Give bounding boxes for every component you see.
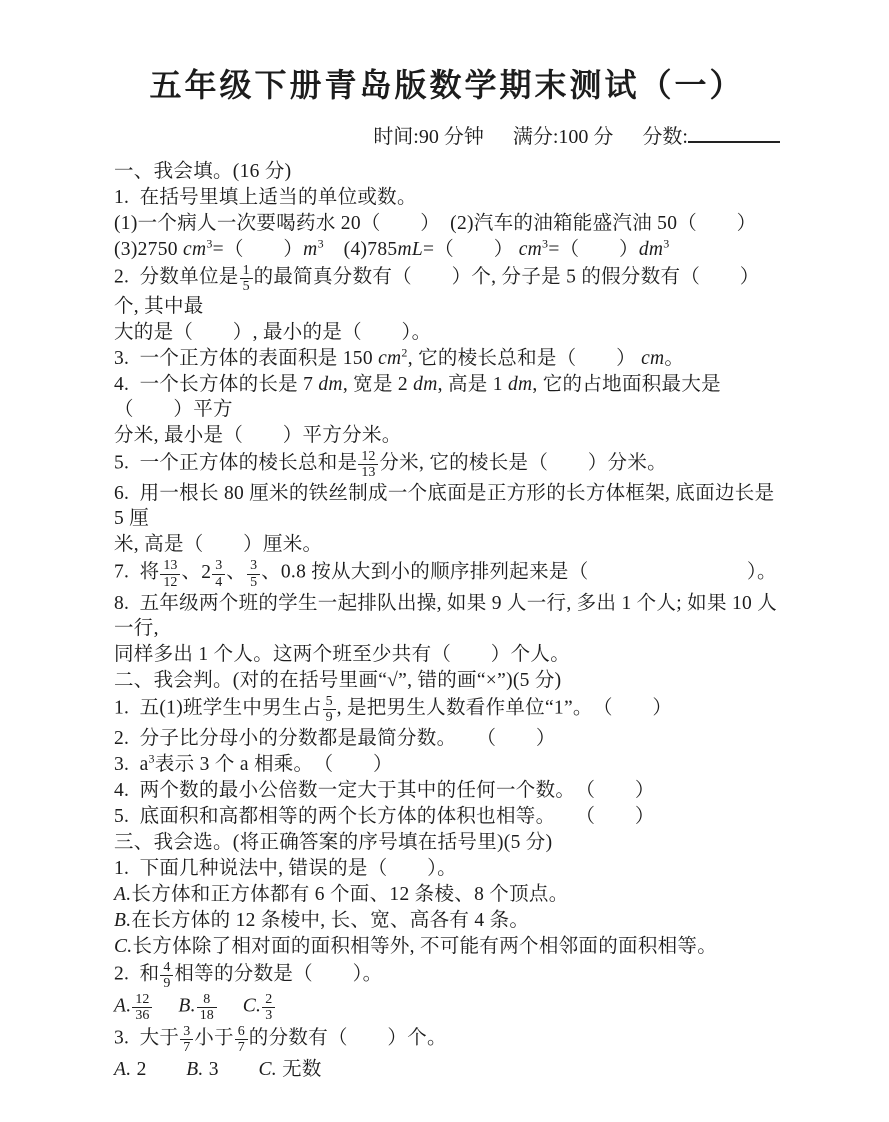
text-run: 一、我会填。(16 分) [114,161,292,182]
text-run: 1. 五(1)班学生中男生占 [114,697,322,719]
fraction: $\frac{12}{36}$ [132,992,152,1023]
text-run: 相等的分数是（ ）。 [174,963,383,985]
fill-q6-line2 [114,532,780,557]
fraction: $\frac{5}{9}$ [323,694,336,725]
text-run: 二、我会判。(对的在括号里画“√”, 错的画“×”)(5 分) [114,669,562,691]
fill-q1-sub-3-4 [114,237,780,262]
superscript: 3 [317,236,324,251]
fill-q8-line1 [114,591,780,641]
text-run: 分米, 最小是（ ）平方分米。 [114,425,402,447]
text-run: 三、我会选。(将正确答案的序号填在括号里)(5 分) [114,831,553,853]
section-3-heading [114,830,780,855]
italic-run: dm [638,239,664,260]
text-run: 1. 下面几种说法中, 错误的是（ ）。 [114,857,457,879]
superscript: 3 [663,236,670,251]
text-run: =（ ） [423,239,519,260]
text-run: 、 [226,561,247,583]
fraction: $\frac{13}{12}$ [160,558,180,589]
italic-run: cm [378,348,402,370]
text-run: 2. 分数单位是 [114,266,239,288]
fill-q8-line2 [114,642,780,667]
italic-run: A. [114,1058,132,1080]
choice-q1-option-b [114,908,780,933]
italic-run: C. [258,1058,277,1080]
text-run: 分米, 它的棱长是（ ）分米。 [379,452,667,474]
fraction: $\frac{4}{9}$ [160,960,173,991]
choice-q1-option-c [114,934,780,959]
italic-run: dm [413,374,438,396]
choice-q3 [114,1024,780,1055]
text-run: (3)2750 [114,239,184,260]
text-run: 4. 两个数的最小公倍数一定大于其中的任何一个数。 （ ） [114,779,655,801]
text-run: =（ ） [212,239,304,260]
italic-run: B. [186,1058,204,1080]
italic-run: C. [114,935,133,957]
text-run: 3. a [114,753,149,775]
superscript: 3 [206,236,213,251]
text-run [218,996,243,1017]
full-score-label: 满分:100 分 [512,126,614,148]
fill-q5 [114,449,780,480]
text-run: 5. 底面积和高都相等的两个长方体的体积也相等。 （ ） [114,805,655,827]
section-1-heading [114,159,780,184]
text-run: 长方体和正方体都有 6 个面、12 条棱、8 个顶点。 [131,883,569,905]
italic-run: mL [397,239,423,260]
judge-q1 [114,694,780,725]
paper-meta [114,122,780,150]
text-run: 1. 在括号里填上适当的单位或数。 [114,187,417,208]
text-run: 4. 一个长方体的长是 7 [114,374,319,396]
italic-run: B. [114,909,132,931]
text-run: , 高是 1 [437,374,508,396]
fill-q3 [114,346,780,371]
fill-q2-line1 [114,263,780,319]
text-run: 3 [203,1058,259,1080]
italic-run: m [303,239,318,260]
text-run: 、 [181,561,202,583]
text-run: (1)一个病人一次要喝药水 20（ ） (2)汽车的油箱能盛汽油 50（ ） [114,213,757,234]
italic-run: dm [507,374,533,396]
mixed-number [201,558,226,590]
fill-q7 [114,558,780,589]
choice-q1 [114,856,780,881]
italic-run: A. [114,883,132,905]
text-run: 2 [131,1058,187,1080]
text-run: 米, 高是（ ）厘米。 [114,534,323,556]
test-paper [114,56,780,1083]
fill-q4-line1 [114,372,780,422]
fill-q1 [114,185,780,210]
text-run: 。 [664,348,685,370]
fill-q4-line2 [114,423,780,448]
fill-q1-sub-1-2 [114,211,780,236]
text-run: (4)785 [323,239,398,260]
judge-q2 [114,726,780,751]
italic-run: cm [641,348,665,370]
text-run: , 它的棱长总和是（ ） [407,348,642,370]
fraction: $\frac{1}{5}$ [240,263,253,294]
fraction: $\frac{8}{18}$ [197,992,217,1023]
text-run: 的分数有（ ）个。 [248,1027,447,1049]
choice-q2 [114,960,780,991]
text-run: , 是把男生人数看作单位“1”。 （ ） [336,697,673,719]
whole-number: 2 [201,561,212,583]
score-blank [688,122,780,143]
text-run: 5. 一个正方体的棱长总和是 [114,452,358,474]
score-label: 分数: [642,126,688,148]
text-run: 同样多出 1 个人。这两个班至少共有（ ）个人。 [114,643,571,665]
text-run: 6. 用一根长 80 厘米的铁丝制成一个底面是正方形的长方体框架, 底面边长是 5 厘 [114,483,780,530]
text-run: 大的是（ ）, 最小的是（ ）。 [114,322,432,344]
text-run: 小于 [194,1027,234,1049]
fraction: $\frac{2}{3}$ [262,992,275,1023]
text-run: 在长方体的 12 条棱中, 长、宽、高各有 4 条。 [131,909,530,931]
superscript: 3 [148,751,155,766]
fraction: $\frac{3}{5}$ [247,558,260,589]
choice-q1-option-a [114,882,780,907]
fill-q6-line1 [114,481,780,531]
text-run: 8. 五年级两个班的学生一起排队出操, 如果 9 人一行, 多出 1 个人; 如果 10 人一行, [114,592,778,639]
text-run: 2. 分子比分母小的分数都是最简分数。 （ ） [114,727,556,749]
judge-q5 [114,804,780,829]
fraction: $\frac{12}{13}$ [358,449,378,480]
fraction: $\frac{3}{4}$ [212,558,225,589]
text-run: , 它的占地面积最大是（ ）平方 [114,374,721,421]
fraction: $\frac{3}{7}$ [180,1024,193,1055]
italic-run: cm [518,239,543,260]
text-run: 3. 大于 [114,1027,180,1049]
fraction: $\frac{6}{7}$ [235,1024,248,1055]
time-label: 时间:90 分钟 [373,126,484,148]
superscript: 2 [401,345,408,360]
italic-run: C. [242,995,262,1017]
paper-title: 五年级下册青岛版数学期末测试（一） [149,67,745,103]
text-run: 的最简真分数有（ ）个, 分子是 5 的假分数有（ ）个, 其中最 [114,266,760,318]
document-body [114,159,780,1082]
text-run: 2. 和 [114,963,160,985]
text-run: 7. 将 [114,561,160,583]
text-run: 无数 [276,1058,322,1080]
text-run: =（ ） [548,239,639,260]
italic-run: cm [183,239,207,260]
text-run: , 宽是 2 [342,374,414,396]
italic-run: B. [178,995,196,1017]
text-run: 表示 3 个 a 相乘。 （ ） [154,753,393,775]
text-run: 长方体除了相对面的面积相等外, 不可能有两个相邻面的面积相等。 [132,935,718,957]
text-run: 、0.8 按从大到小的顺序排列起来是（ ）。 [261,561,777,583]
choice-q2-options [114,992,780,1023]
italic-run: dm [318,374,343,396]
choice-q3-options [114,1057,780,1082]
text-run [153,996,178,1017]
judge-q3 [114,752,780,777]
judge-q4 [114,778,780,803]
text-run: 3. 一个正方体的表面积是 150 [114,348,379,370]
section-2-heading [114,668,780,693]
fill-q2-line2 [114,320,780,345]
superscript: 3 [542,236,549,251]
italic-run: A. [114,995,132,1017]
